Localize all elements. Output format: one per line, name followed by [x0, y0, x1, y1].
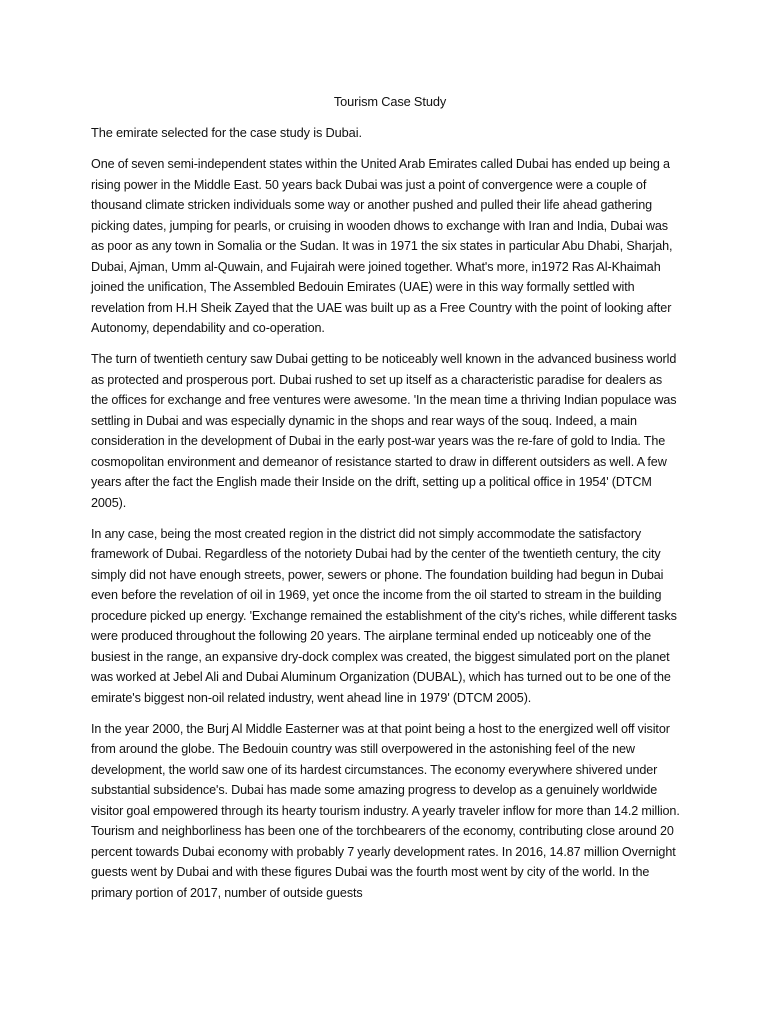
document-body	[91, 92, 681, 914]
paragraph-2: The turn of twentieth century saw Dubai getting to be noticeably well known in the advanced business world as protected and prosperous port. Dubai rushed to set up itself as a characteristic paradise for dealers as the offices for exchange and free ventures were awesome. 'In the mean time a thriving Indian populace was settling in Dubai and was especially dynamic in the shops and rear ways of the souq. Indeed, a main consideration in the development of Dubai in the early post-war years was the re-fare of gold to India. The cosmopolitan environment and demeanor of resistance started to draw in different outsiders as well. A few years after the fact the English made their Inside on the drift, setting up a political office in 1954' (DTCM 2005).	[91, 352, 677, 510]
document-subtitle: The emirate selected for the case study is Dubai.	[91, 125, 362, 140]
paragraph-4: In the year 2000, the Burj Al Middle Easterner was at that point being a host to the energized well off visitor from around the globe. The Bedouin country was still overpowered in the astonishing feel of the new development, the world saw one of its hardest circumstances. The economy everywhere shivered under substantial subsidence's. Dubai has made some amazing progress to develop as a genuinely worldwide visitor goal empowered through its hearty tourism industry. A yearly traveler inflow for more than 14.2 million. Tourism and neighborliness has been one of the torchbearers of the economy, contributing close around 20 percent towards Dubai economy with probably 7 yearly development rates. In 2016, 14.87 million Overnight guests went by Dubai and with these figures Dubai was the fourth most went by city of the world. In the primary portion of 2017, number of outside guests	[91, 721, 680, 900]
document-title: Tourism Case Study	[333, 94, 447, 109]
paragraph-1: One of seven semi-independent states within the United Arab Emirates called Dubai has ended up being a rising power in the Middle East. 50 years back Dubai was just a point of convergence were a couple of thousand climate stricken individuals some way or another pushed and pulled their life ahead gathering picking dates, jumping for pearls, or cruising in wooden dhows to exchange with Iran and India, Dubai was as poor as any town in Somalia or the Sudan. It was in 1971 the six states in particular Abu Dhabi, Sharjah, Dubai, Ajman, Umm al-Quwain, and Fujairah were joined together. What's more, in1972 Ras Al-Khaimah joined the unification, The Assembled Bedouin Emirates (UAE) were in this way formally settled with revelation from H.H Sheik Zayed that the UAE was built up as a Free Country with the point of looking after Autonomy, dependability and co-operation.	[91, 157, 673, 335]
paragraph-3: In any case, being the most created region in the district did not simply accommodate the satisfactory framework of Dubai. Regardless of the notoriety Dubai had by the center of the twentieth century, the city simply did not have enough streets, power, sewers or phone. The foundation building had begun in Dubai even before the revelation of oil in 1969, yet once the income from the oil started to stream in the building procedure picked up energy. 'Exchange remained the establishment of the city's riches, while different tasks were produced throughout the following 20 years. The airplane terminal ended up noticeably one of the busiest in the range, an expansive dry-dock complex was created, the biggest simulated port on the planet was worked at Jebel Ali and Dubai Aluminum Organization (DUBAL), which has turned out to be one of the emirate's biggest non-oil related industry, went ahead line in 1979' (DTCM 2005).	[91, 526, 677, 705]
